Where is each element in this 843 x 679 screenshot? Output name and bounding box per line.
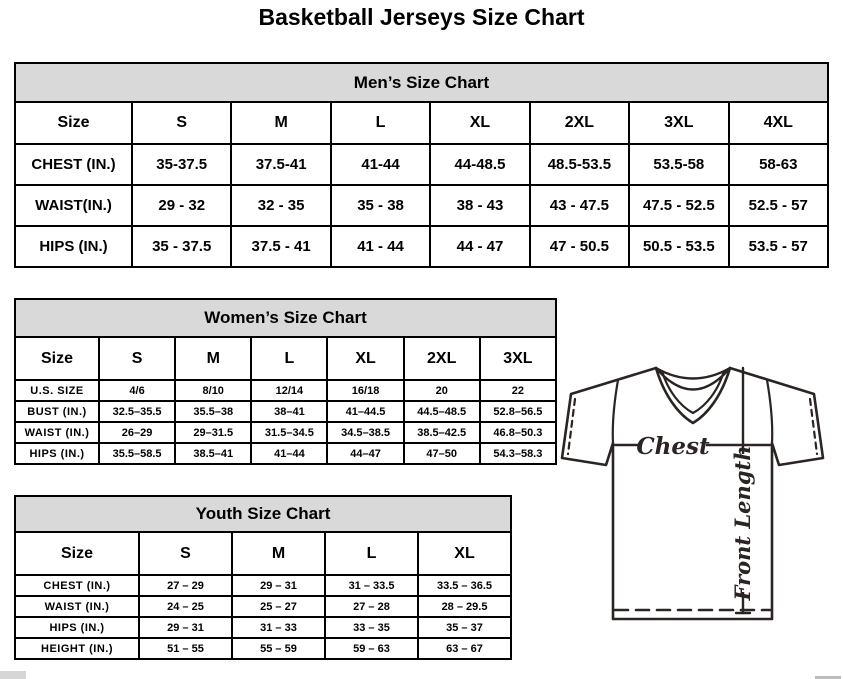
size-value-cell: 31 – 33 xyxy=(232,617,325,638)
size-header: 3XL xyxy=(629,102,728,144)
size-value-cell: 47 - 50.5 xyxy=(530,226,629,267)
row-label: CHEST (IN.) xyxy=(15,575,139,596)
row-label: HIPS (IN.) xyxy=(15,617,139,638)
size-value-cell: 20 xyxy=(404,380,480,401)
size-value-cell: 33.5 – 36.5 xyxy=(418,575,511,596)
size-value-cell: 29–31.5 xyxy=(175,422,251,443)
size-value-cell: 44-48.5 xyxy=(430,144,529,185)
size-value-cell: 38 - 43 xyxy=(430,185,529,226)
size-value-cell: 48.5-53.5 xyxy=(530,144,629,185)
size-value-cell: 32 - 35 xyxy=(231,185,330,226)
size-value-cell: 29 – 31 xyxy=(139,617,232,638)
size-header: M xyxy=(232,532,325,575)
size-header: L xyxy=(331,102,430,144)
row-label: WAIST(IN.) xyxy=(15,185,132,226)
size-header: 3XL xyxy=(480,337,556,380)
size-header: S xyxy=(139,532,232,575)
row-label: U.S. SIZE xyxy=(15,380,99,401)
size-value-cell: 35 - 37.5 xyxy=(132,226,231,267)
row-label: CHEST (IN.) xyxy=(15,144,132,185)
size-value-cell: 52.5 - 57 xyxy=(729,185,828,226)
size-value-cell: 22 xyxy=(480,380,556,401)
size-value-cell: 27 – 29 xyxy=(139,575,232,596)
size-value-cell: 32.5–35.5 xyxy=(99,401,175,422)
size-value-cell: 41–44.5 xyxy=(327,401,403,422)
size-value-cell: 16/18 xyxy=(327,380,403,401)
womens-size-table xyxy=(14,298,557,465)
size-header: S xyxy=(99,337,175,380)
youth-size-table xyxy=(14,495,512,660)
size-value-cell: 24 – 25 xyxy=(139,596,232,617)
size-value-cell: 34.5–38.5 xyxy=(327,422,403,443)
size-value-cell: 38–41 xyxy=(251,401,327,422)
size-row-label: Size xyxy=(15,102,132,144)
size-value-cell: 35.5–58.5 xyxy=(99,443,175,464)
size-row-label: Size xyxy=(15,532,139,575)
size-value-cell: 37.5 - 41 xyxy=(231,226,330,267)
size-value-cell: 50.5 - 53.5 xyxy=(629,226,728,267)
size-header: L xyxy=(251,337,327,380)
size-value-cell: 4/6 xyxy=(99,380,175,401)
size-value-cell: 35 - 38 xyxy=(331,185,430,226)
size-header: 4XL xyxy=(729,102,828,144)
size-value-cell: 25 – 27 xyxy=(232,596,325,617)
jersey-outline-shape xyxy=(562,368,823,619)
row-label: WAIST (IN.) xyxy=(15,422,99,443)
size-value-cell: 38.5–42.5 xyxy=(404,422,480,443)
size-value-cell: 31.5–34.5 xyxy=(251,422,327,443)
size-value-cell: 59 – 63 xyxy=(325,638,418,659)
size-value-cell: 47.5 - 52.5 xyxy=(629,185,728,226)
size-value-cell: 41 - 44 xyxy=(331,226,430,267)
size-value-cell: 41–44 xyxy=(251,443,327,464)
size-value-cell: 26–29 xyxy=(99,422,175,443)
front-length-measure-line xyxy=(729,368,758,613)
table-title: Women’s Size Chart xyxy=(15,299,556,337)
size-value-cell: 44 - 47 xyxy=(430,226,529,267)
size-value-cell: 54.3–58.3 xyxy=(480,443,556,464)
size-value-cell: 44.5–48.5 xyxy=(404,401,480,422)
size-value-cell: 46.8–50.3 xyxy=(480,422,556,443)
size-value-cell: 44–47 xyxy=(327,443,403,464)
size-value-cell: 31 – 33.5 xyxy=(325,575,418,596)
size-value-cell: 58-63 xyxy=(729,144,828,185)
size-value-cell: 37.5-41 xyxy=(231,144,330,185)
size-value-cell: 38.5–41 xyxy=(175,443,251,464)
size-value-cell: 55 – 59 xyxy=(232,638,325,659)
size-value-cell: 29 – 31 xyxy=(232,575,325,596)
size-row-label: Size xyxy=(15,337,99,380)
size-value-cell: 51 – 55 xyxy=(139,638,232,659)
size-header: 2XL xyxy=(530,102,629,144)
chest-label: Chest xyxy=(636,433,710,460)
page-title: Basketball Jerseys Size Chart xyxy=(258,4,585,30)
size-value-cell: 53.5-58 xyxy=(629,144,728,185)
table-title: Men’s Size Chart xyxy=(15,63,828,102)
row-label: HIPS (IN.) xyxy=(15,226,132,267)
size-header: XL xyxy=(430,102,529,144)
size-header: XL xyxy=(418,532,511,575)
size-header: M xyxy=(175,337,251,380)
size-header: 2XL xyxy=(404,337,480,380)
size-value-cell: 12/14 xyxy=(251,380,327,401)
table-title: Youth Size Chart xyxy=(15,496,511,532)
size-value-cell: 29 - 32 xyxy=(132,185,231,226)
size-value-cell: 53.5 - 57 xyxy=(729,226,828,267)
size-header: L xyxy=(325,532,418,575)
size-value-cell: 47–50 xyxy=(404,443,480,464)
scrollbar-fragment-left xyxy=(0,671,26,679)
size-value-cell: 63 – 67 xyxy=(418,638,511,659)
size-header: S xyxy=(132,102,231,144)
jersey-diagram xyxy=(556,361,843,629)
row-label: WAIST (IN.) xyxy=(15,596,139,617)
size-value-cell: 43 - 47.5 xyxy=(530,185,629,226)
size-value-cell: 41-44 xyxy=(331,144,430,185)
size-value-cell: 28 – 29.5 xyxy=(418,596,511,617)
front-length-label: Front Length xyxy=(730,445,755,601)
row-label: HEIGHT (IN.) xyxy=(15,638,139,659)
size-value-cell: 35 – 37 xyxy=(418,617,511,638)
size-value-cell: 52.8–56.5 xyxy=(480,401,556,422)
size-header: XL xyxy=(327,337,403,380)
size-header: M xyxy=(231,102,330,144)
size-value-cell: 33 – 35 xyxy=(325,617,418,638)
row-label: HIPS (IN.) xyxy=(15,443,99,464)
mens-size-table xyxy=(14,62,829,268)
row-label: BUST (IN.) xyxy=(15,401,99,422)
size-value-cell: 35-37.5 xyxy=(132,144,231,185)
size-value-cell: 27 – 28 xyxy=(325,596,418,617)
size-value-cell: 35.5–38 xyxy=(175,401,251,422)
size-value-cell: 8/10 xyxy=(175,380,251,401)
